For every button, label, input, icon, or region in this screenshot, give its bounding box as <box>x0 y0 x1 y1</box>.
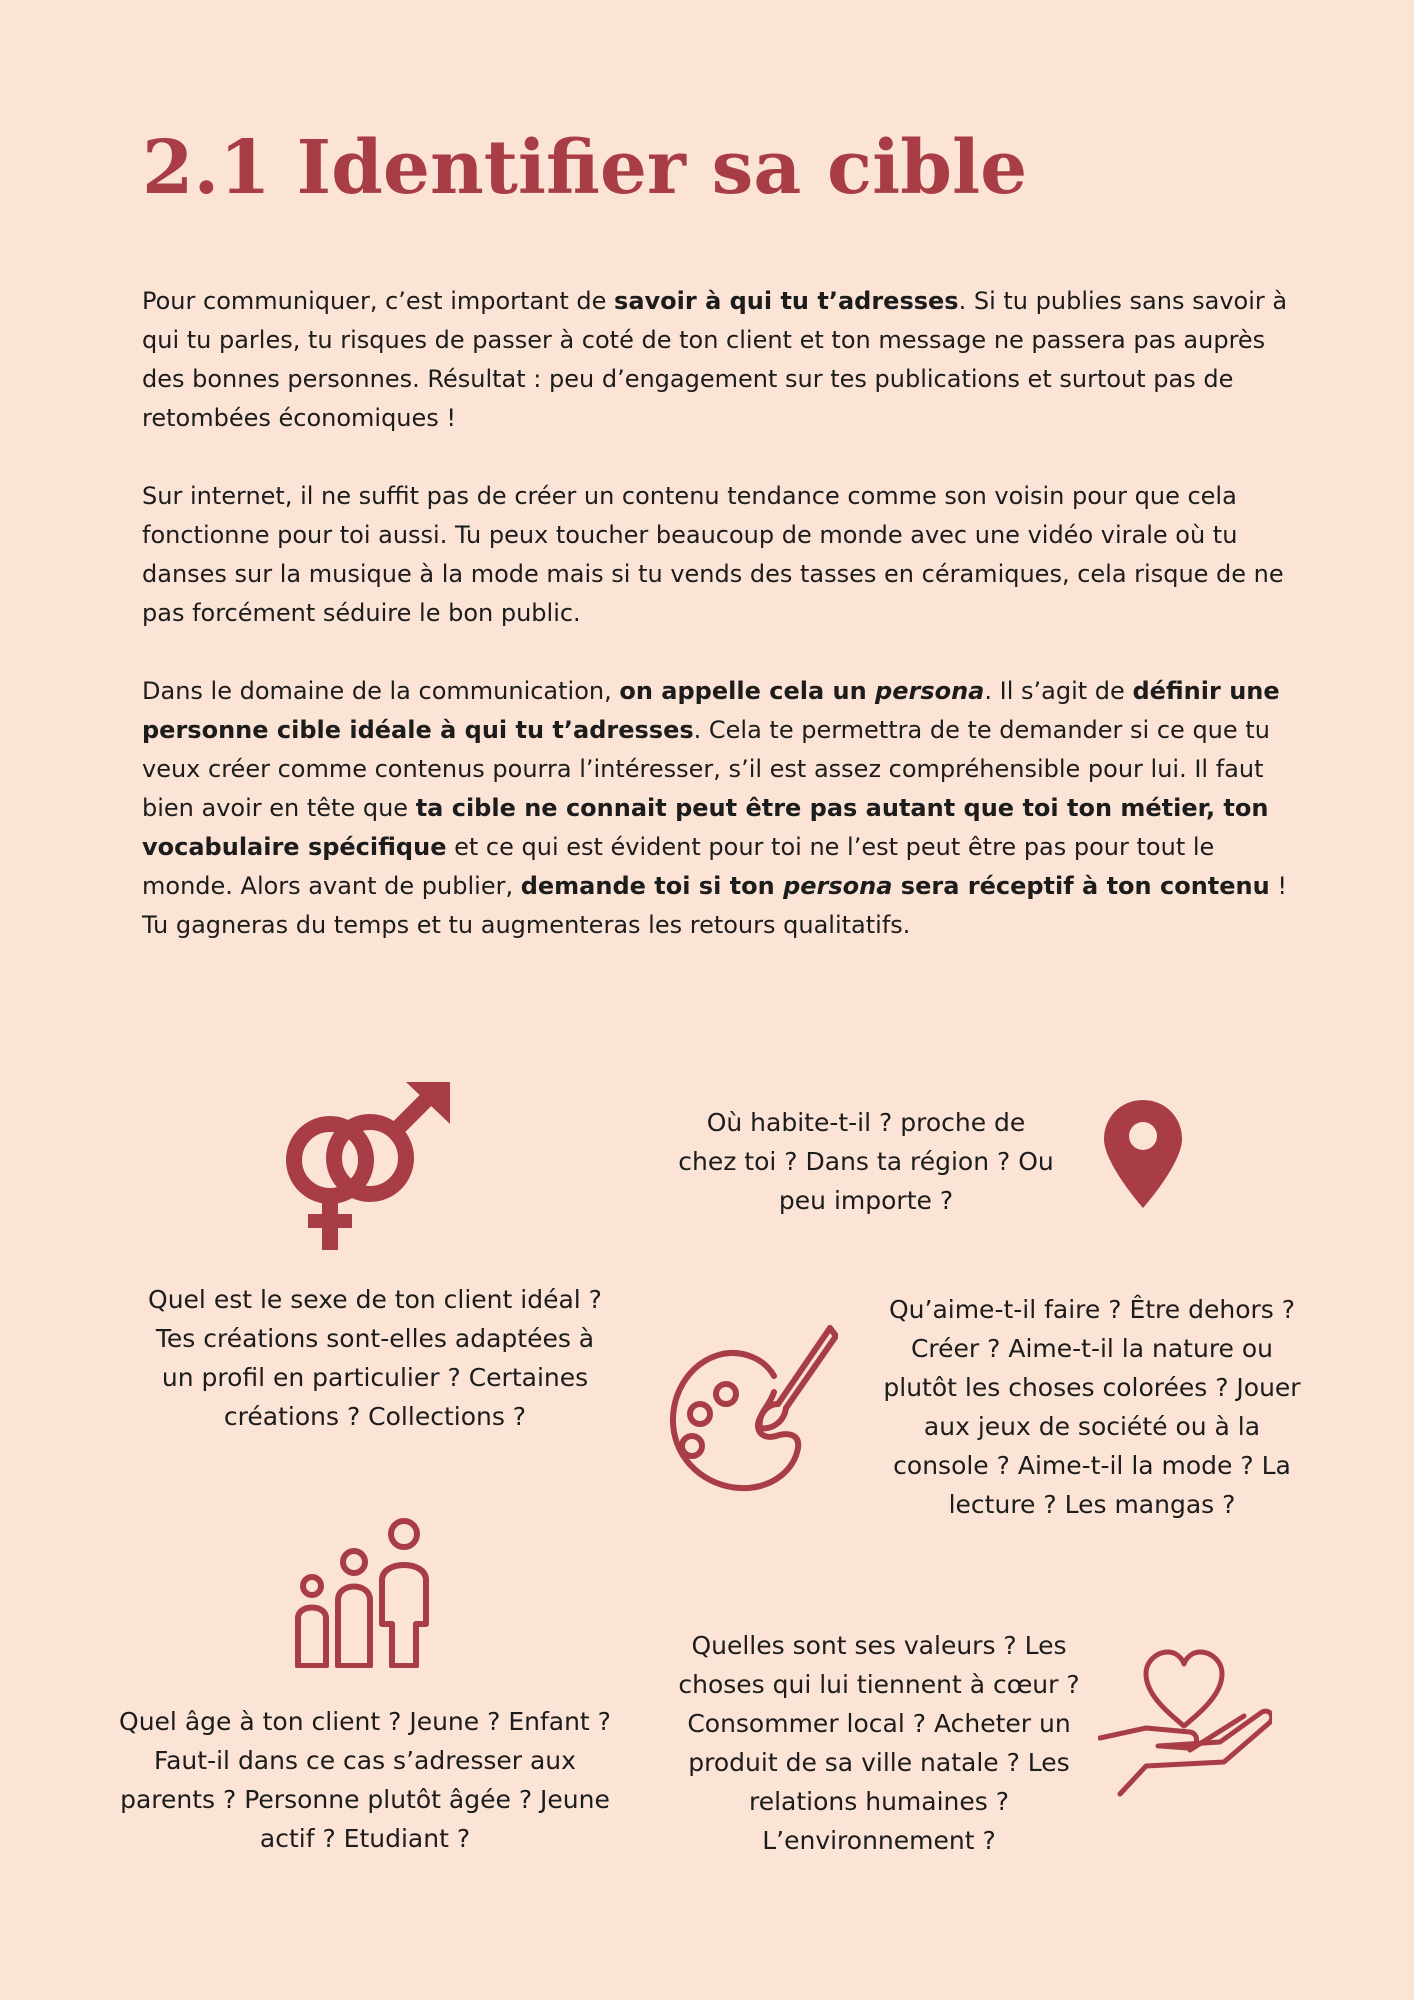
gender-symbols-icon <box>278 1078 453 1250</box>
age-question-text: Quel âge à ton client ? Jeune ? Enfant ? Faut-il dans ce cas s’adresser aux parents ? Personne plutôt âgée ? Jeune actif ? Etudiant ? <box>119 1707 611 1853</box>
values-question-text: Quelles sont ses valeurs ? Les choses qui lui tiennent à cœur ? Consommer local ? Acheter un produit de sa ville natale ? Les relations humaines ? L’environnement ? <box>678 1631 1080 1855</box>
intro-text <box>142 282 1292 984</box>
location-question-text: Où habite-t-il ? proche de chez toi ? Dans ta région ? Ou peu importe ? <box>678 1108 1054 1215</box>
intro-paragraph-2: Sur internet, il ne suffit pas de créer un contenu tendance comme son voisin pour que cela fonctionne pour toi aussi. Tu peux toucher beaucoup de monde avec une vidéo virale où tu danses sur la musique à la mode mais si tu vends des tasses en céramiques, cela risque de ne pas forcément séduire le bon public. <box>142 482 1284 627</box>
family-icon <box>292 1516 436 1668</box>
intro-paragraph-1: Pour communiquer, c’est important de savoir à qui tu t’adresses. Si tu publies sans savoir à qui tu parles, tu risques de passer à coté de ton client et ton message ne passera pas auprès des bonnes personnes. Résultat : peu d’engagement sur tes publications et surtout pas de retombées économiques ! <box>142 287 1288 432</box>
paint-palette-icon <box>662 1322 838 1498</box>
location-pin-icon <box>1102 1098 1184 1210</box>
heart-in-hand-icon <box>1098 1646 1272 1798</box>
page-title: 2.1 Identifier sa cible <box>142 125 1028 211</box>
sex-question-text: Quel est le sexe de ton client idéal ? Tes créations sont-elles adaptées à un profil en particulier ? Certaines créations ? Collections ? <box>148 1285 602 1431</box>
intro-paragraph-3: Dans le domaine de la communication, on appelle cela un persona. Il s’agit de définir une personne cible idéale à qui tu t’adresses. Cela te permettra de te demander si ce que tu veux créer comme contenus pourra l’intéresser, s’il est assez compréhensible pour lui. Il faut bien avoir en tête que ta cible ne connait peut être pas autant que toi ton métier, ton vocabulaire spécifique et ce qui est évident pour toi ne l’est peut être pas pour tout le monde. Alors avant de publier, demande toi si ton persona sera réceptif à ton contenu ! Tu gagneras du temps et tu augmenteras les retours qualitatifs. <box>142 677 1287 939</box>
hobbies-question-text: Qu’aime-t-il faire ? Être dehors ? Créer ? Aime-t-il la nature ou plutôt les choses colorées ? Jouer aux jeux de société ou à la console ? Aime-t-il la mode ? La lecture ? Les mangas ? <box>883 1295 1301 1519</box>
